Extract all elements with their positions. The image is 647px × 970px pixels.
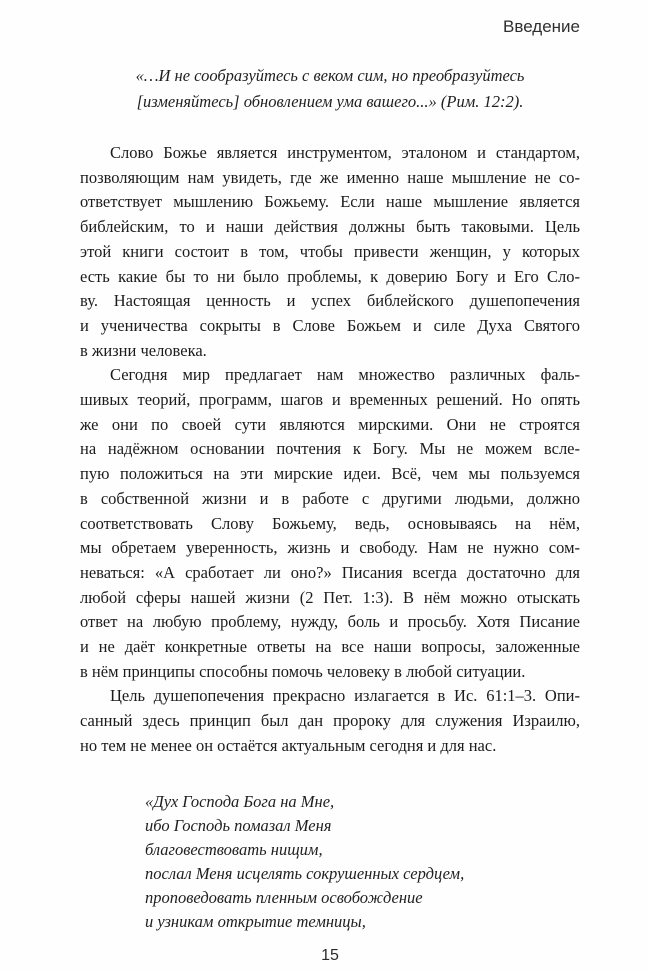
- body-line: ответ на любую проблему, нужду, боль и просьбу. Хотя Писание: [80, 612, 580, 632]
- body-line: ву. Настоящая ценность и успех библейского душепопечения: [80, 291, 580, 311]
- body-line: Сегодня мир предлагает нам множество различных фаль-: [110, 365, 580, 385]
- body-line: этой книги состоит в том, чтобы привести женщин, у которых: [80, 241, 580, 261]
- body-line: позволяющим нам увидеть, где же именно наше мышление не со-: [80, 167, 580, 187]
- poem-line: благовествовать нищим,: [145, 839, 323, 859]
- body-line: ответствует мышлению Божьему. Если наше мышление является: [80, 192, 580, 212]
- body-text: [80, 141, 580, 759]
- body-line: Цель душепопечения прекрасно излагается в Ис. 61:1–3. Опи-: [110, 686, 580, 706]
- body-line: и не даёт конкретные ответы на все наши вопросы, заложенные: [80, 637, 580, 657]
- body-line: неваться: «А сработает ли оно?» Писания всегда достаточно для: [80, 562, 580, 582]
- body-line: на надёжном основании почтения к Богу. Мы не можем всле-: [80, 439, 580, 459]
- body-line: Слово Божье является инструментом, эталоном и стандартом,: [110, 143, 580, 162]
- body-line: и ученичества сокрыты в Слове Божьем и силе Духа Святого: [80, 315, 580, 335]
- poem-line: послал Меня исцелять сокрушенных сердцем,: [145, 863, 465, 883]
- page-number: 15: [321, 946, 339, 964]
- body-line: но тем не менее он остаётся актуальным сегодня и для нас.: [80, 735, 497, 755]
- running-header: Введение: [503, 17, 580, 36]
- body-line: в нём принципы способны помочь человеку в любой ситуации.: [80, 661, 526, 681]
- body-line: есть какие бы то ни было проблемы, к доверию Богу и Его Сло-: [80, 266, 580, 286]
- body-line: шивых теорий, программ, шагов и временных решений. Но опять: [80, 390, 580, 410]
- poem-line: «Дух Господа Бога на Мне,: [145, 791, 335, 811]
- body-line: мы обретаем уверенность, жизнь и свободу. Нам не нужно сом-: [80, 538, 580, 558]
- poem-line: проповедовать пленным освобождение: [145, 887, 423, 907]
- body-line: пую положиться на эти мирские идеи. Всё, чем мы пользуемся: [80, 464, 580, 484]
- epigraph-line: «…И не сообразуйтесь с веком сим, но преобразуйтесь: [135, 66, 525, 85]
- poem-line: ибо Господь помазал Меня: [145, 815, 332, 835]
- body-line: в собственной жизни и в работе с другими людьми, должно: [80, 488, 580, 508]
- body-line: любой сферы нашей жизни (2 Пет. 1:3). В нём можно отыскать: [80, 587, 580, 607]
- body-line: в жизни человека.: [80, 340, 207, 360]
- epigraph-line: [изменяйтесь] обновлением ума вашего...» (Рим. 12:2).: [136, 92, 524, 111]
- scripture-quote: [80, 790, 580, 934]
- body-line: санный здесь принцип был дан пророку для служения Израилю,: [80, 711, 580, 731]
- body-line: же они по своей сути являются мирскими. Они не строятся: [80, 414, 580, 434]
- body-line: соответствовать Слову Божьему, ведь, основываясь на нём,: [80, 513, 580, 533]
- epigraph: [80, 63, 580, 115]
- body-line: библейским, то и наши действия должны быть таковыми. Цель: [80, 217, 580, 237]
- poem-line: и узникам открытие темницы,: [145, 911, 366, 931]
